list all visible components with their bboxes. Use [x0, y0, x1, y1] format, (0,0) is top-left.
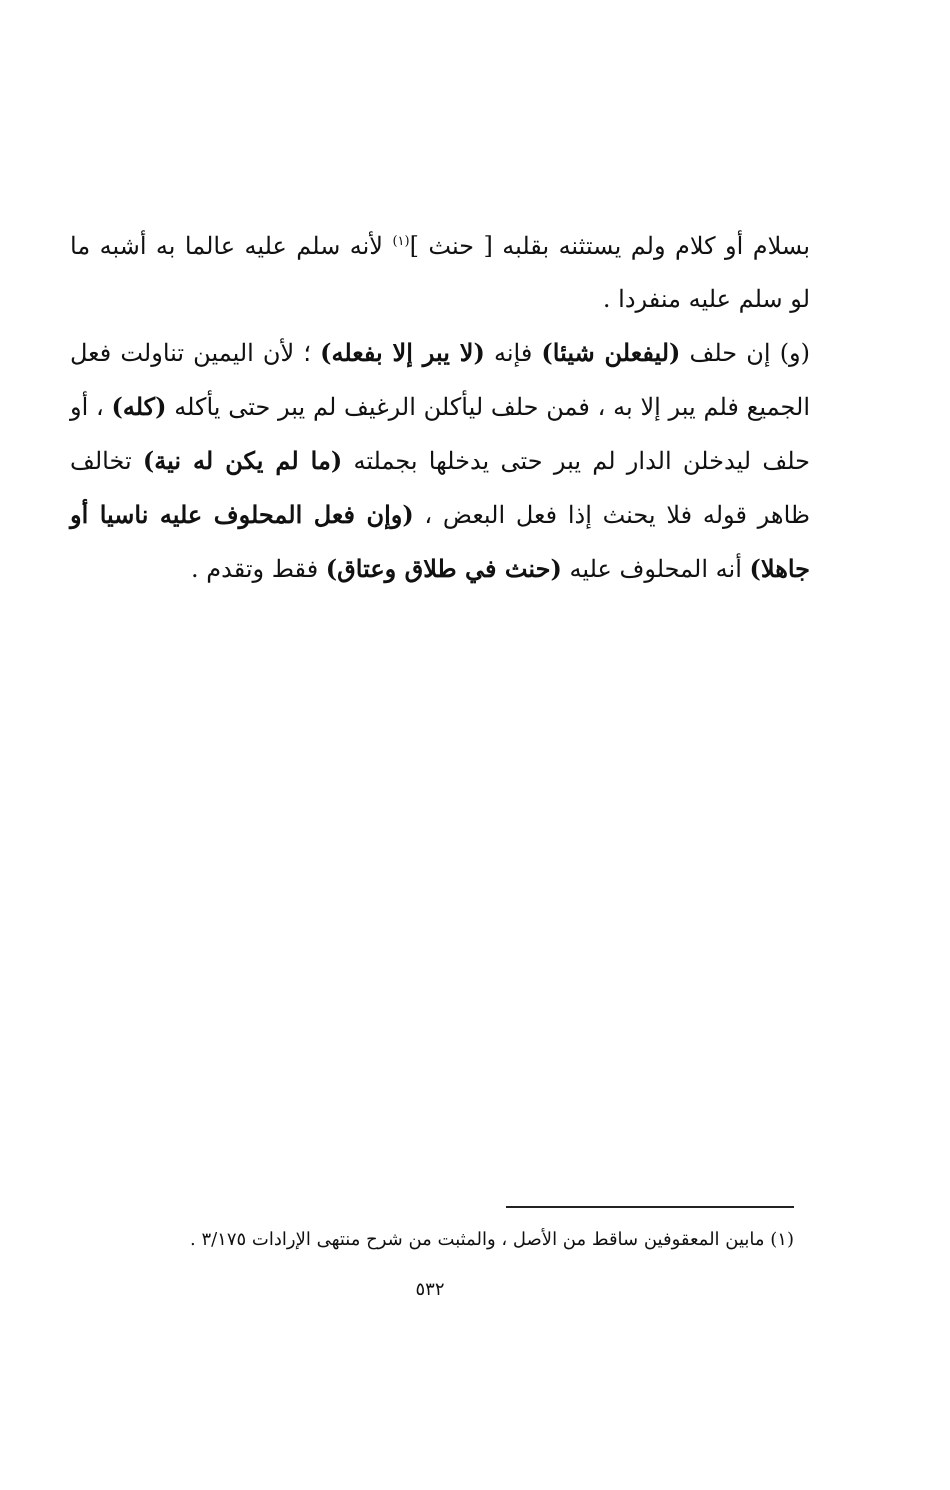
page-number: ٥٣٢ — [415, 1279, 445, 1300]
bold-matn-segment: (ما لم يكن له نية) — [142, 446, 343, 475]
text-segment: فإنه — [484, 339, 542, 367]
text-segment: بسلام أو كلام ولم يستثنه بقلبه [ حنث ] — [409, 232, 811, 260]
footnote-divider — [506, 1206, 794, 1208]
bold-matn-segment: (وإن فعل المحلوف عليه ناسيا أو جاهلا) — [70, 500, 810, 583]
text-segment: تخالف ظاهر قوله فلا يحنث إذا فعل البعض ، — [70, 447, 810, 529]
footnote-marker: (١) — [392, 234, 410, 249]
bold-matn-segment: (كله) — [111, 392, 167, 421]
body-text — [70, 220, 810, 596]
text-segment: ؛ لأن اليمين تناولت فعل الجميع فلم يبر إلا به ، فمن حلف ليأكلن الرغيف لم يبر حتى يأكله — [70, 339, 810, 421]
text-segment: لأنه سلم عليه عالما به أشبه ما لو سلم عليه منفردا . — [70, 232, 810, 313]
bold-matn-segment: (ليفعلن شيئا) — [541, 338, 681, 367]
paragraph-2 — [70, 326, 810, 596]
bold-matn-segment: (حنث في طلاق وعتاق) — [325, 554, 562, 583]
text-segment: أنه المحلوف عليه — [561, 555, 750, 583]
text-segment: ، أو حلف ليدخلن الدار لم يبر حتى يدخلها بجملته — [70, 393, 810, 475]
footnote: (١) مابين المعقوفين ساقط من الأصل ، والمثبت من شرح منتهى الإرادات ٣/١٧٥ . — [190, 1229, 794, 1250]
paragraph-1 — [70, 220, 810, 326]
bold-matn-segment: (لا يبر إلا بفعله) — [320, 338, 485, 367]
text-segment: فقط وتقدم . — [191, 555, 326, 583]
text-segment: (و) إن حلف — [680, 339, 811, 367]
